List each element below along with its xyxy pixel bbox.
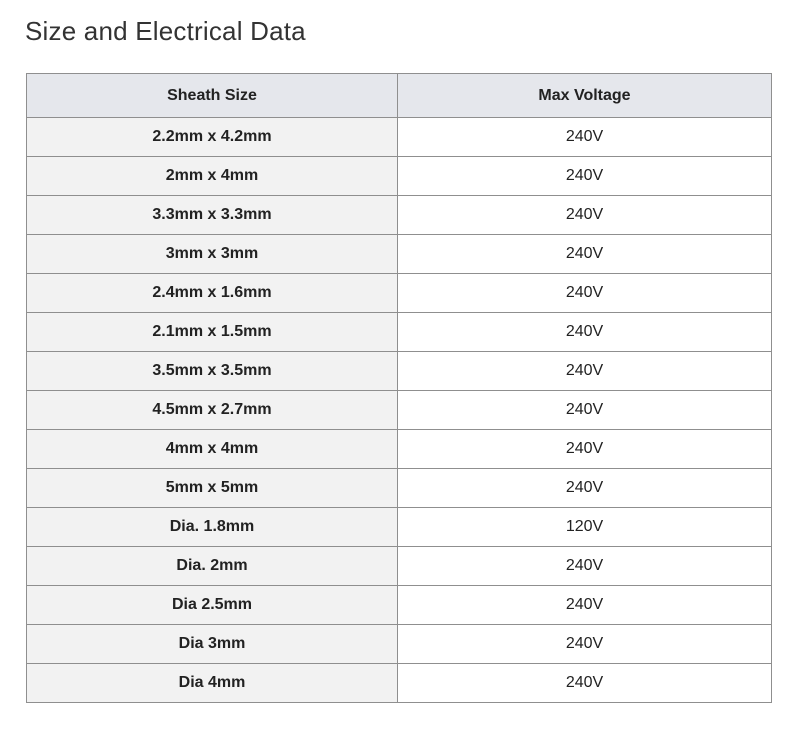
sheath-size-cell: Dia 2.5mm	[27, 586, 398, 625]
table-header-row	[27, 74, 772, 118]
sheath-size-cell: 3mm x 3mm	[27, 235, 398, 274]
page-title: Size and Electrical Data	[25, 16, 306, 46]
size-electrical-table	[26, 73, 772, 703]
table-row	[27, 235, 772, 274]
sheath-size-cell: 4mm x 4mm	[27, 430, 398, 469]
table-row	[27, 118, 772, 157]
sheath-size-cell: 3.5mm x 3.5mm	[27, 352, 398, 391]
sheath-size-cell: Dia. 2mm	[27, 547, 398, 586]
sheath-size-cell: 2mm x 4mm	[27, 157, 398, 196]
sheath-size-cell: Dia. 1.8mm	[27, 508, 398, 547]
max-voltage-cell: 240V	[398, 274, 772, 313]
sheath-size-cell: 2.1mm x 1.5mm	[27, 313, 398, 352]
table-row	[27, 625, 772, 664]
table-row	[27, 664, 772, 703]
sheath-size-cell: 4.5mm x 2.7mm	[27, 391, 398, 430]
max-voltage-cell: 240V	[398, 547, 772, 586]
max-voltage-cell: 240V	[398, 586, 772, 625]
table-row	[27, 469, 772, 508]
max-voltage-cell: 240V	[398, 235, 772, 274]
max-voltage-cell: 240V	[398, 157, 772, 196]
table-row	[27, 352, 772, 391]
table-row	[27, 274, 772, 313]
sheath-size-cell: Dia 3mm	[27, 625, 398, 664]
max-voltage-cell: 240V	[398, 664, 772, 703]
sheath-size-cell: Dia 4mm	[27, 664, 398, 703]
table-row	[27, 430, 772, 469]
sheath-size-cell: 2.4mm x 1.6mm	[27, 274, 398, 313]
max-voltage-cell: 240V	[398, 196, 772, 235]
table-row	[27, 157, 772, 196]
sheath-size-cell: 3.3mm x 3.3mm	[27, 196, 398, 235]
column-header-sheath-size: Sheath Size	[27, 74, 398, 118]
max-voltage-cell: 240V	[398, 352, 772, 391]
sheath-size-cell: 2.2mm x 4.2mm	[27, 118, 398, 157]
sheath-size-cell: 5mm x 5mm	[27, 469, 398, 508]
table-row	[27, 391, 772, 430]
max-voltage-cell: 240V	[398, 391, 772, 430]
table-row	[27, 586, 772, 625]
max-voltage-cell: 240V	[398, 118, 772, 157]
max-voltage-cell: 240V	[398, 430, 772, 469]
table-row	[27, 313, 772, 352]
max-voltage-cell: 240V	[398, 625, 772, 664]
table-row	[27, 508, 772, 547]
table-row	[27, 547, 772, 586]
column-header-max-voltage: Max Voltage	[398, 74, 772, 118]
table-row	[27, 196, 772, 235]
max-voltage-cell: 240V	[398, 313, 772, 352]
max-voltage-cell: 120V	[398, 508, 772, 547]
table-body	[27, 118, 772, 703]
max-voltage-cell: 240V	[398, 469, 772, 508]
